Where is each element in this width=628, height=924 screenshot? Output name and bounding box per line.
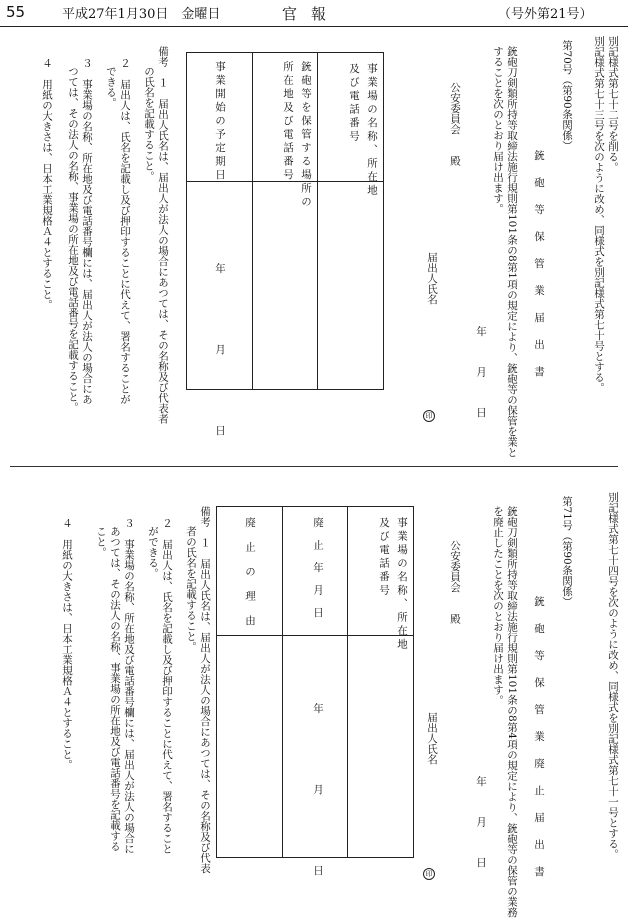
row-3-label: 事業開始の予定期日 <box>214 61 226 183</box>
amend-line-1: 別記様式第七十二号を削る。 <box>607 36 619 173</box>
note-b1: 備考 １ 届出人氏名は、届出人が法人の場合にあつては、その名称及び代表 <box>199 506 211 874</box>
date-line-2: 年 月 日 <box>475 776 487 871</box>
seal-mark-2: 印 <box>423 868 435 880</box>
note-3-cont: つては、その法人の名称、事業場の所在地及び電話番号を記載すること。 <box>67 66 79 413</box>
row-2-label-2: 廃止年月日 <box>312 517 324 630</box>
row-1-label-b-2: 及び電話番号 <box>378 517 390 598</box>
note-b3: ３ 事業場の名称、所在地及び電話番号欄には、届出人が法人の場合に <box>123 518 135 854</box>
page-header <box>0 0 628 27</box>
note-b2-cont: ができる。 <box>147 526 159 579</box>
form-table <box>186 52 384 466</box>
form-number: 第70号（第90条関係） <box>561 40 573 151</box>
note-2-cont: できる。 <box>105 66 117 108</box>
seal-mark: 印 <box>423 410 435 422</box>
form-number-2: 第71号（第90条関係） <box>561 496 573 607</box>
intro-line-1: 銃砲刀剣類所持等取締法施行規則第101条の8第1項の規定により、銃砲等の保管を業と <box>506 46 518 458</box>
note-3: ３ 事業場の名称、所在地及び電話番号欄には、届出人が法人の場合にあ <box>81 58 93 405</box>
issue-date: 平成27年1月30日 金曜日 <box>62 7 221 22</box>
page-number: 55 <box>6 3 26 21</box>
form-title: 銃 砲 等 保 管 業 届 出 書 <box>533 150 545 380</box>
note-b4: ４ 用紙の大きさは、日本工業規格Ａ４とすること。 <box>61 518 73 770</box>
row-1-label-b: 及び電話番号 <box>348 63 360 144</box>
amend-line-3: 別記様式第七十四号を次のように改め、同様式を別記様式第七十一号とする。 <box>607 492 619 860</box>
note-b2: ２ 届出人は、氏名を記載し及び押印することに代えて、署名すること <box>161 518 173 854</box>
note-b3-cont: あつては、その法人の名称、事業場の所在地及び電話番号を記載する <box>109 526 121 852</box>
note-b1-cont: 者の氏名を記載すること。 <box>185 526 197 652</box>
row-1-label-a: 事業場の名称、所在地 <box>366 63 378 198</box>
form-title-2: 銃 砲 等 保 管 業 廃 止 届 出 書 <box>533 596 545 880</box>
note-1-cont: の氏名を記載すること。 <box>143 66 155 182</box>
note-2: ２ 届出人は、氏名を記載し及び押印することに代えて、署名することが <box>119 58 131 405</box>
intro-line-2: することを次のとおり届け出ます。 <box>492 46 504 214</box>
applicant-name-label: 届出人氏名 <box>426 252 438 305</box>
amend-line-2: 別記様式第七十三号を次のように改め、同様式を別記様式第七十号とする。 <box>593 36 605 393</box>
applicant-name-label-2: 届出人氏名 <box>426 712 438 765</box>
intro-line-4: を廃止したことを次のとおり届け出ます。 <box>492 506 504 706</box>
note-b3-cont2: こと。 <box>95 526 107 558</box>
note-1: 備考 １ 届出人氏名は、届出人が法人の場合にあつては、その名称及び代表者 <box>157 46 169 424</box>
row-2-label-a: 銃砲等を保管する場所の <box>300 61 312 210</box>
row-2-value-2: 年 月 日 <box>312 703 324 906</box>
intro-line-3: 銃砲刀剣類所持等取締法施行規則第101条の8第4項の規定により、銃砲等の保管の業務 <box>506 506 518 918</box>
form-table-2 <box>216 506 414 906</box>
addressee: 公安委員会 殿 <box>449 82 461 166</box>
row-2-label-b: 所在地及び電話番号 <box>282 61 294 183</box>
addressee-2: 公安委員会 殿 <box>449 540 461 624</box>
row-1-label-a-2: 事業場の名称、所在地 <box>396 517 408 652</box>
date-line: 年 月 日 <box>475 326 487 421</box>
note-4: ４ 用紙の大きさは、日本工業規格Ａ４とすること。 <box>41 58 53 310</box>
paper-name: 官報 <box>282 5 341 23</box>
section-divider <box>10 466 618 467</box>
row-3-value: 年 月 日 <box>214 263 226 466</box>
issue-number: （号外第21号） <box>498 7 593 22</box>
row-3-label-2: 廃止の理由 <box>244 517 256 640</box>
